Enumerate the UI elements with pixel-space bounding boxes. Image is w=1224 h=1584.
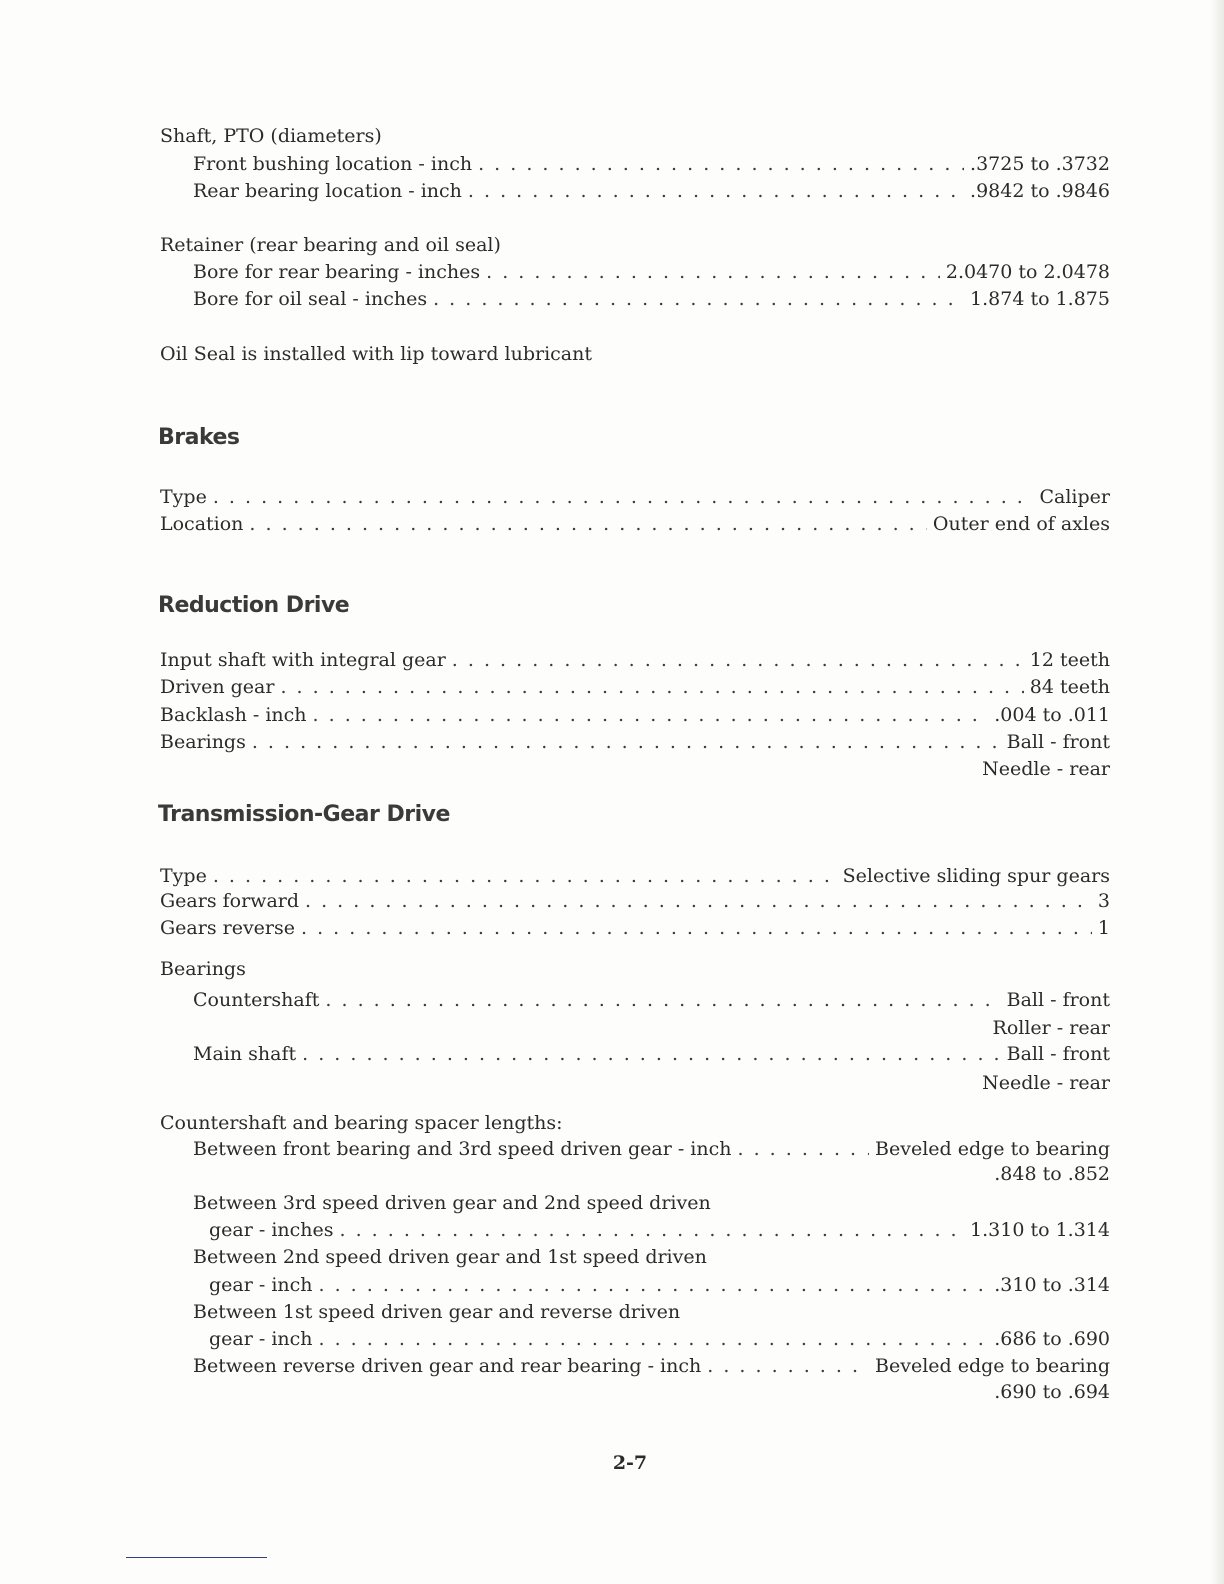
dot-leader bbox=[319, 1325, 989, 1353]
spec-label: Between front bearing and 3rd speed driven gear - inch bbox=[193, 1138, 732, 1160]
spec-row bbox=[193, 285, 1110, 313]
section-heading-reduction-drive: Reduction Drive bbox=[158, 593, 350, 618]
spec-row bbox=[209, 1325, 1110, 1353]
spec-row bbox=[160, 701, 1110, 729]
dot-leader bbox=[452, 646, 1024, 674]
spec-value: Selective sliding spur gears bbox=[842, 865, 1110, 887]
spec-row bbox=[160, 510, 1110, 538]
spec-label: Bearings bbox=[160, 731, 246, 753]
spec-label: Driven gear bbox=[160, 676, 275, 698]
spec-row bbox=[193, 1352, 1110, 1380]
spec-label: Type bbox=[160, 865, 207, 887]
footer-rule bbox=[126, 1557, 267, 1558]
spec-row bbox=[209, 1216, 1110, 1244]
spec-row bbox=[193, 150, 1110, 178]
spec-value-continued: .690 to .694 bbox=[994, 1381, 1110, 1403]
spec-label: Location bbox=[160, 513, 244, 535]
spec-label-line: Between 3rd speed driven gear and 2nd speed driven bbox=[193, 1192, 711, 1214]
spec-value-continued: Roller - rear bbox=[992, 1017, 1110, 1039]
spec-row bbox=[193, 1040, 1110, 1068]
spec-value: 1 bbox=[1097, 917, 1110, 939]
spec-row bbox=[193, 986, 1110, 1014]
spec-value: .686 to .690 bbox=[994, 1328, 1110, 1350]
spec-value: 84 teeth bbox=[1029, 676, 1110, 698]
spec-label: Rear bearing location - inch bbox=[193, 180, 462, 202]
dot-leader bbox=[433, 285, 964, 313]
spec-label: Input shaft with integral gear bbox=[160, 649, 446, 671]
spec-value: .004 to .011 bbox=[994, 704, 1110, 726]
spec-value: Caliper bbox=[1039, 486, 1110, 508]
spec-row bbox=[193, 258, 1110, 286]
spec-label: gear - inch bbox=[209, 1274, 313, 1296]
dot-leader bbox=[707, 1352, 869, 1380]
spec-label: Gears reverse bbox=[160, 917, 296, 939]
section-heading-transmission: Transmission-Gear Drive bbox=[158, 802, 450, 827]
dot-leader bbox=[319, 1271, 989, 1299]
spec-value: 2.0470 to 2.0478 bbox=[945, 261, 1110, 283]
spec-label: Main shaft bbox=[193, 1043, 297, 1065]
spec-label: Type bbox=[160, 486, 207, 508]
section-heading-brakes: Brakes bbox=[158, 425, 240, 450]
dot-leader bbox=[305, 887, 1092, 915]
scan-edge-shadow bbox=[1210, 0, 1224, 1584]
spec-label: Backlash - inch bbox=[160, 704, 307, 726]
dot-leader bbox=[213, 862, 837, 890]
spec-label: Front bushing location - inch bbox=[193, 153, 473, 175]
spec-value: Beveled edge to bearing bbox=[875, 1138, 1110, 1160]
spec-value: 1.874 to 1.875 bbox=[970, 288, 1110, 310]
dot-leader bbox=[486, 258, 940, 286]
spec-row bbox=[193, 1135, 1110, 1163]
pto-title: Shaft, PTO (diameters) bbox=[160, 125, 382, 147]
spec-value: .9842 to .9846 bbox=[970, 180, 1110, 202]
spec-row bbox=[160, 728, 1110, 756]
spec-value: Ball - front bbox=[1006, 989, 1110, 1011]
spec-value-continued: .848 to .852 bbox=[994, 1163, 1110, 1185]
dot-leader bbox=[301, 914, 1092, 942]
dot-leader bbox=[252, 728, 1001, 756]
retainer-title: Retainer (rear bearing and oil seal) bbox=[160, 234, 501, 256]
spec-value: Ball - front bbox=[1006, 1043, 1110, 1065]
spec-row bbox=[160, 914, 1110, 942]
bearings-title: Bearings bbox=[160, 958, 246, 980]
dot-leader bbox=[213, 483, 1034, 511]
spec-label: gear - inches bbox=[209, 1219, 334, 1241]
spec-row bbox=[193, 177, 1110, 205]
spec-value: Beveled edge to bearing bbox=[875, 1355, 1110, 1377]
dot-leader bbox=[340, 1216, 965, 1244]
spec-row bbox=[160, 862, 1110, 890]
dot-leader bbox=[280, 673, 1023, 701]
spec-row bbox=[209, 1271, 1110, 1299]
page-number: 2-7 bbox=[612, 1452, 648, 1474]
dot-leader bbox=[313, 701, 989, 729]
spec-value: Ball - front bbox=[1006, 731, 1110, 753]
spec-value: 12 teeth bbox=[1029, 649, 1110, 671]
spec-label: Countershaft bbox=[193, 989, 320, 1011]
spec-label: Between reverse driven gear and rear bearing - inch bbox=[193, 1355, 702, 1377]
dot-leader bbox=[468, 177, 964, 205]
spec-row bbox=[160, 673, 1110, 701]
spec-value-continued: Needle - rear bbox=[982, 1072, 1110, 1094]
spacer-title: Countershaft and bearing spacer lengths: bbox=[160, 1112, 563, 1134]
dot-leader bbox=[302, 1040, 1001, 1068]
spec-value: .3725 to .3732 bbox=[970, 153, 1110, 175]
spec-row bbox=[160, 646, 1110, 674]
spec-value-continued: Needle - rear bbox=[982, 758, 1110, 780]
dot-leader bbox=[738, 1135, 870, 1163]
spec-value: 3 bbox=[1097, 890, 1110, 912]
dot-leader bbox=[478, 150, 964, 178]
spec-label-line: Between 1st speed driven gear and reverse driven bbox=[193, 1301, 681, 1323]
oil-seal-note: Oil Seal is installed with lip toward lubricant bbox=[160, 343, 592, 365]
spec-value: Outer end of axles bbox=[932, 513, 1110, 535]
spec-label: gear - inch bbox=[209, 1328, 313, 1350]
spec-label: Gears forward bbox=[160, 890, 300, 912]
spec-label-line: Between 2nd speed driven gear and 1st speed driven bbox=[193, 1246, 707, 1268]
spec-value: 1.310 to 1.314 bbox=[970, 1219, 1110, 1241]
dot-leader bbox=[325, 986, 1000, 1014]
spec-label: Bore for oil seal - inches bbox=[193, 288, 428, 310]
dot-leader bbox=[249, 510, 926, 538]
spec-row bbox=[160, 483, 1110, 511]
spec-row bbox=[160, 887, 1110, 915]
spec-value: .310 to .314 bbox=[994, 1274, 1110, 1296]
spec-label: Bore for rear bearing - inches bbox=[193, 261, 481, 283]
